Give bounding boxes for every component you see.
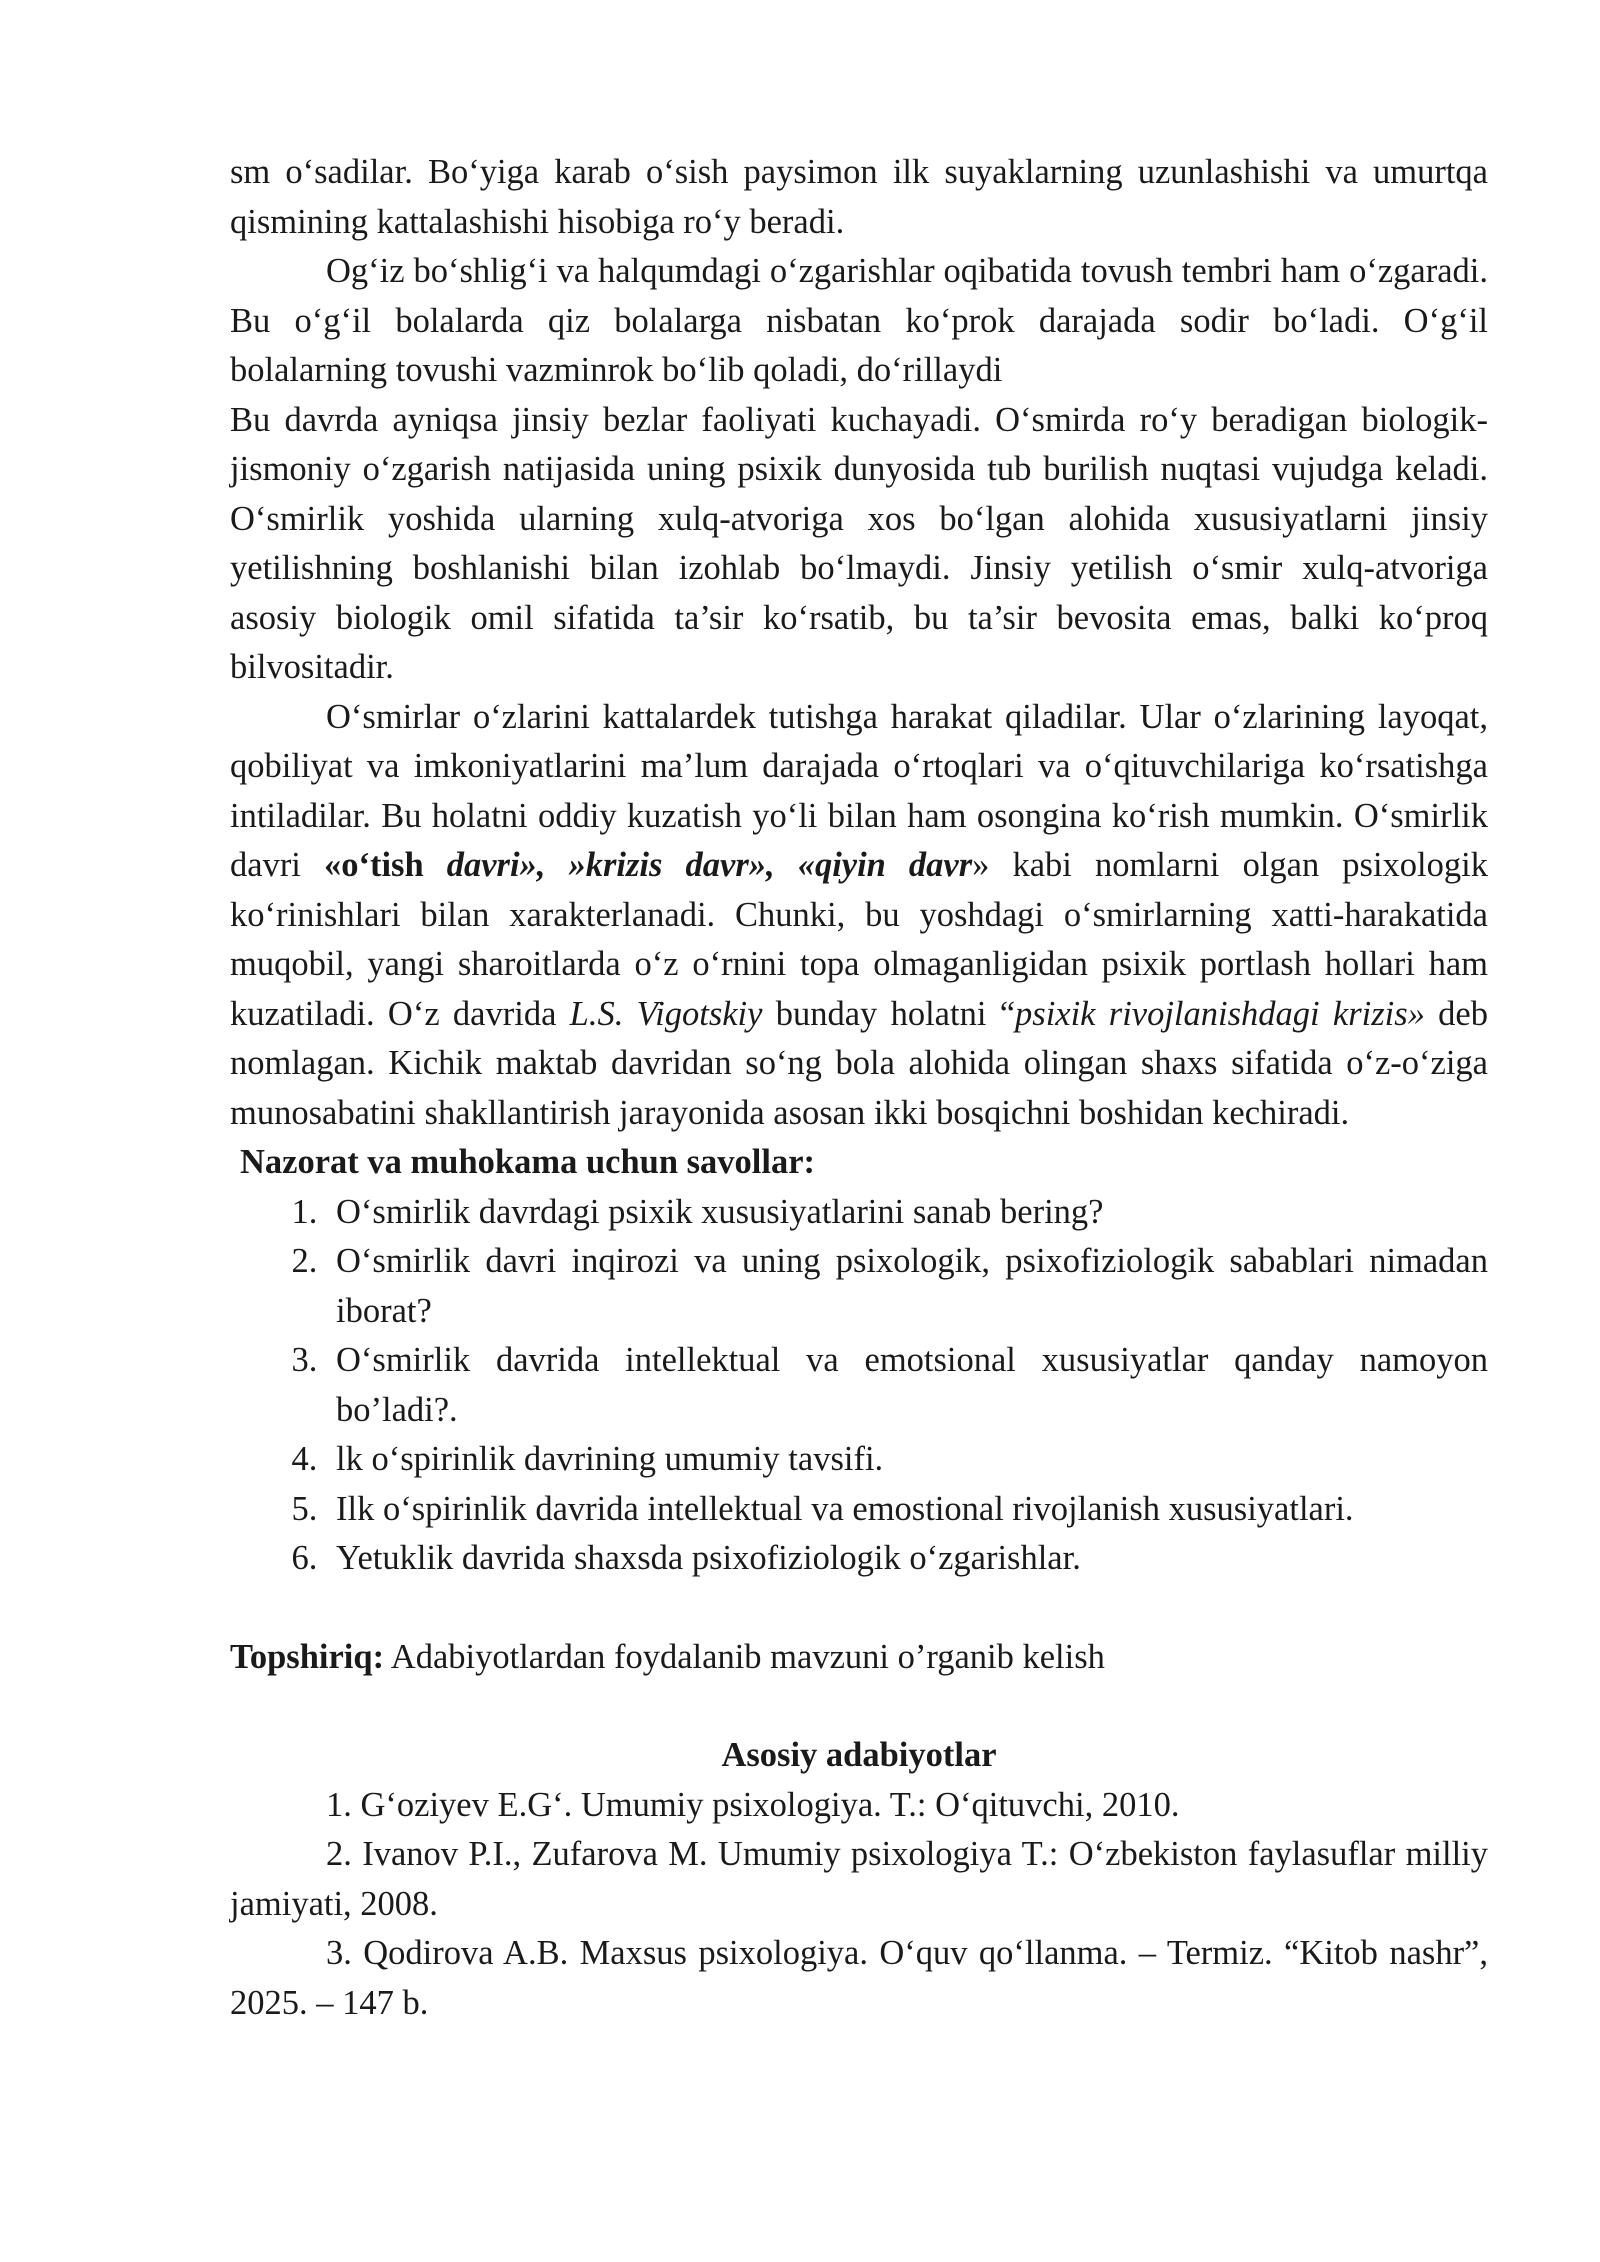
task-line <box>230 1633 1488 1683</box>
p4-bold-term: «o‘tish <box>323 846 447 884</box>
question-item: 1. O‘smirlik davrdagi psixik xususiyatlarini sanab bering? <box>326 1188 1488 1238</box>
questions-heading: Nazorat va muhokama uchun savollar: <box>240 1143 816 1181</box>
paragraph-2: Og‘iz bo‘shlig‘i va halqumdagi o‘zgarishlar oqibatida tovush tembri ham o‘zgaradi. Bu o‘g‘il bolalarda qiz bolalarga nisbatan ko‘prok darajada sodir bo‘ladi. O‘g‘il bolalarning tovushi vazminrok bo‘lib qoladi, do‘rillaydi <box>230 252 1488 389</box>
paragraph-4 <box>230 693 1488 1139</box>
references-heading: Asosiy adabiyotlar <box>721 1736 997 1774</box>
paragraph-1: sm o‘sadilar. Bo‘yiga karab o‘sish paysimon ilk suyaklarning uzunlashishi va umurtqa qismining kattalashishi hisobiga ro‘y beradi. <box>230 153 1488 241</box>
p4-text-1: O‘smirlar o‘zlarini kattalardek tutishga harakat qiladilar. Ular o‘zlarining layoqat, qobiliyat va imkoniyatlarini ma’lum darajada o‘rtoqlari va o‘qituvchilariga ko‘rsatishga intiladilar. Bu holatni oddiy kuzatish yo‘li bilan ham osongina ko‘rish mumkin. O‘smirlik davri <box>230 697 1488 884</box>
p4-bold-italic-terms: »krizis davr», «qiyin davr <box>545 846 973 884</box>
p4-bold-italic-term: davri», <box>446 846 546 884</box>
question-item: 4. lk o‘spirinlik davrining umumiy tavsifi. <box>326 1435 1488 1485</box>
question-item: 3. O‘smirlik davrida intellektual va emotsional xususiyatlar qanday namoyon bo’ladi?. <box>326 1336 1488 1435</box>
task-text: Adabiyotlardan foydalanib mavzuni o’rganib kelish <box>384 1637 1105 1676</box>
document-page <box>230 148 1488 2028</box>
question-item: 2. O‘smirlik davri inqirozi va uning psixologik, psixofiziologik sabablari nimadan iborat? <box>326 1237 1488 1336</box>
reference-item: 3. Qodirova A.B. Maxsus psixologiya. O‘quv qo‘llanma. – Termiz. “Kitob nashr”, 2025. – 147 b. <box>230 1934 1488 2022</box>
task-label: Topshiriq: <box>230 1637 385 1676</box>
p4-text-2: » kabi nomlarni olgan psixologik ko‘rinishlari bilan xarakterlanadi. Chunki, bu yoshdagi o‘smirlarning xatti-harakatida muqobil, yangi sharoitlarda o‘z o‘rnini topa olmaganligidan psixik portlash hollari ham kuzatiladi. O‘z davrida <box>230 846 1488 1033</box>
question-item: 5. Ilk o‘spirinlik davrida intellektual va emostional rivojlanish xususiyatlari. <box>326 1485 1488 1535</box>
reference-item: 2. Ivanov P.I., Zufarova M. Umumiy psixologiya T.: O‘zbekiston faylasuflar milliy jamiyati, 2008. <box>230 1835 1488 1923</box>
question-item: 6. Yetuklik davrida shaxsda psixofiziologik o‘zgarishlar. <box>326 1534 1488 1584</box>
p4-text-4: deb nomlagan. Kichik maktab davridan so‘ng bola alohida olingan shaxs sifatida o‘z-o‘ziga munosabatini shakllantirish jarayonida asosan ikki bosqichni boshidan kechiradi. <box>230 994 1488 1132</box>
spacer <box>230 1584 1488 1633</box>
p4-text-3: bunday holatni “ <box>762 994 1016 1033</box>
p4-author-name: L.S. Vigotskiy <box>569 994 763 1033</box>
questions-list <box>230 1188 1488 1584</box>
paragraph-3: Bu davrda ayniqsa jinsiy bezlar faoliyati kuchayadi. O‘smirda ro‘y beradigan biologik-jismoniy o‘zgarish natijasida uning psixik dunyosida tub burilish nuqtasi vujudga keladi. O‘smirlik yoshida ularning xulq-atvoriga xos bo‘lgan alohida xususiyatlarni jinsiy yetilishning boshlanishi bilan izohlab bo‘lmaydi. Jinsiy yetilish o‘smir xulq-atvoriga asosiy biologik omil sifatida ta’sir ko‘rsatib, bu ta’sir bevosita emas, balki ko‘proq bilvositadir. <box>230 400 1488 686</box>
p4-quote-term: psixik rivojlanishdagi krizis» <box>1015 994 1425 1033</box>
reference-item: 1. G‘oziyev E.G‘. Umumiy psixologiya. T.: O‘qituvchi, 2010. <box>326 1785 1180 1824</box>
